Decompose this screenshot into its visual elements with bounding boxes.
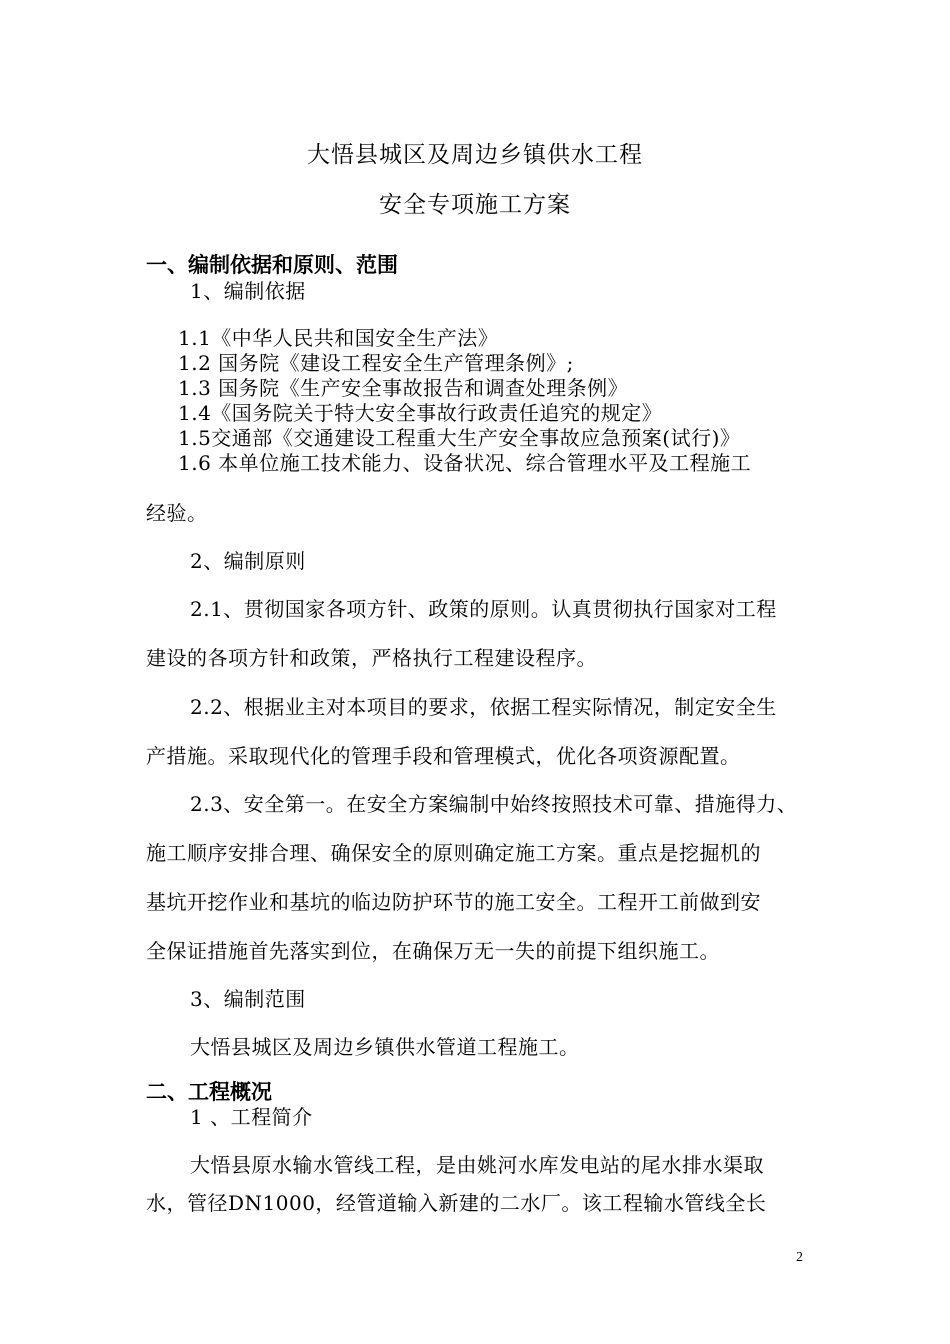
principle-2-3-line4: 全保证措施首先落实到位，在确保万无一失的前提下组织施工。: [146, 939, 720, 963]
overview-line2: 水，管径DN1000，经管道输入新建的二水厂。该工程输水管线全长: [146, 1191, 767, 1215]
principle-2-2-line1: 2.2、根据业主对本项目的要求，依据工程实际情况，制定安全生: [190, 695, 777, 719]
basis-item-3: 1.3 国务院《生产安全事故报告和调查处理条例》: [178, 376, 629, 400]
doc-title-line1: 大悟县城区及周边乡镇供水工程: [307, 142, 643, 168]
principle-2-1-line1: 2.1、贯彻国家各项方针、政策的原则。认真贯彻执行国家对工程: [190, 597, 777, 621]
basis-item-2: 1.2 国务院《建设工程安全生产管理条例》;: [178, 351, 574, 375]
principle-2-3-line2: 施工顺序安排合理、确保安全的原则确定施工方案。重点是挖掘机的: [146, 841, 761, 865]
page-number: 2: [796, 1250, 803, 1265]
section1-sub1: 1、编制依据: [190, 279, 306, 303]
overview-line1: 大悟县原水输水管线工程，是由姚河水库发电站的尾水排水渠取: [190, 1153, 764, 1177]
section2-heading: 二、工程概况: [146, 1080, 272, 1104]
principle-2-3-line3: 基坑开挖作业和基坑的临边防护环节的施工安全。工程开工前做到安: [146, 890, 761, 914]
basis-item-5: 1.5交通部《交通建设工程重大生产安全事故应急预案(试行)》: [178, 426, 741, 450]
principle-2-2-line2: 产措施。采取现代化的管理手段和管理模式，优化各项资源配置。: [146, 744, 741, 768]
basis-item-1: 1.1《中华人民共和国安全生产法》: [178, 326, 499, 350]
section1-sub3: 3、编制范围: [190, 987, 306, 1011]
principle-2-1-line2: 建设的各项方针和政策，严格执行工程建设程序。: [146, 646, 597, 670]
section1-sub2: 2、编制原则: [190, 549, 306, 573]
doc-title-line2: 安全专项施工方案: [379, 192, 571, 218]
basis-item-4: 1.4《国务院关于特大安全事故行政责任追究的规定》: [178, 401, 663, 425]
basis-item-6-cont: 经验。: [146, 501, 208, 525]
section1-heading: 一、编制依据和原则、范围: [146, 253, 398, 277]
principle-2-3-line1: 2.3、安全第一。在安全方案编制中始终按照技术可靠、措施得力、: [190, 792, 798, 816]
section2-sub1: 1 、工程简介: [190, 1105, 313, 1129]
scope-text: 大悟县城区及周边乡镇供水管道工程施工。: [190, 1035, 580, 1059]
basis-item-6: 1.6 本单位施工技术能力、设备状况、综合管理水平及工程施工: [178, 451, 752, 475]
